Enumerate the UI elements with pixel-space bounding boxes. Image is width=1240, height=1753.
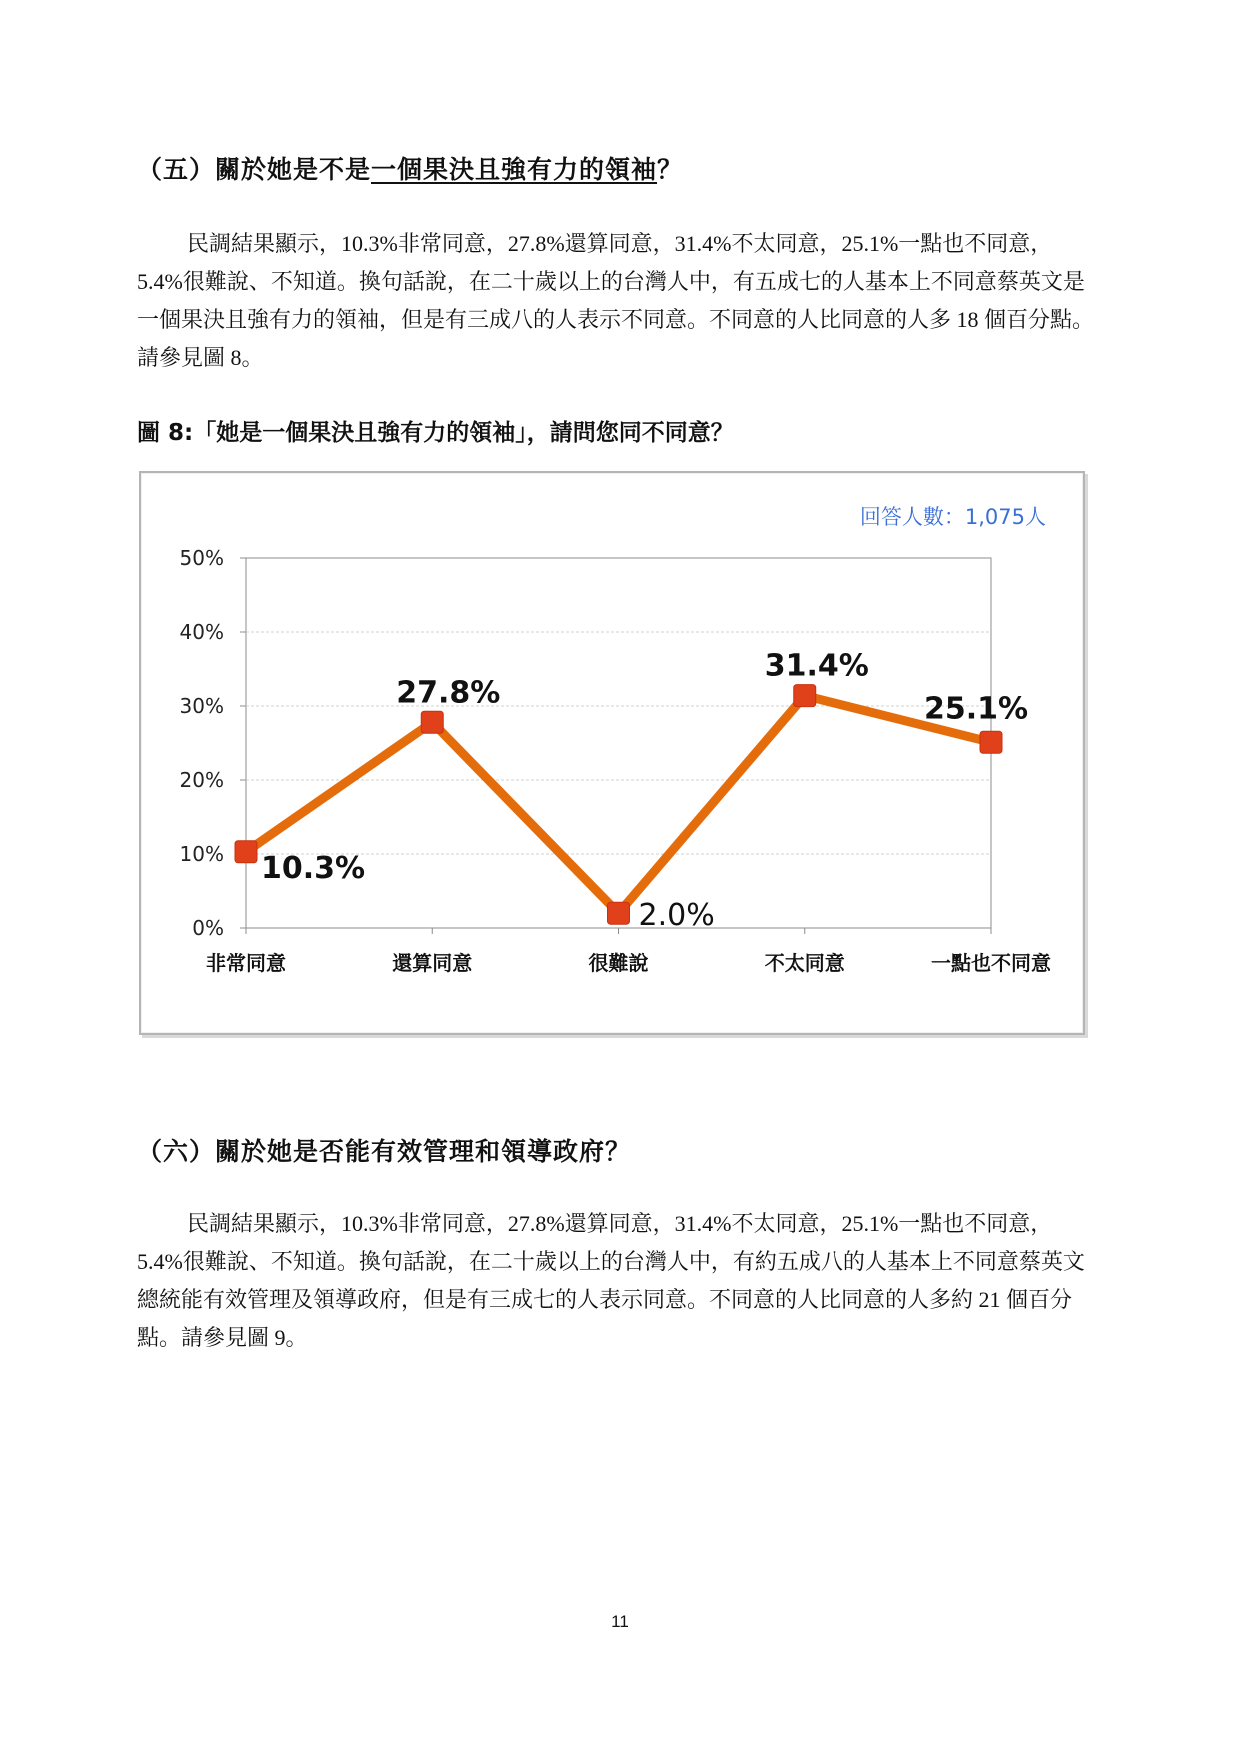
respondents-count: 回答人數：1,075人 — [859, 505, 1046, 529]
figure-8-caption: 圖 8:「她是一個果決且強有力的領袖」，請問您同不同意？ — [137, 420, 734, 446]
section-6-paragraph — [137, 1205, 1097, 1357]
section-5-heading-prefix: （五）關於她是不是 — [137, 155, 372, 184]
data-point-marker — [794, 685, 816, 707]
section-5-heading-suffix: ？ — [657, 155, 684, 184]
y-tick-label: 0% — [192, 916, 224, 940]
section-5-paragraph-text: 民調結果顯示，10.3%非常同意，27.8%還算同意，31.4%不太同意，25.1%一點也不同意，5.4%很難說、不知道。換句話說，在二十歲以上的台灣人中，有五成七的人基本上不同意蔡英文是一個果決且強有力的領袖，但是有三成八的人表示不同意。不同意的人比同意的人多 18 個百分點。請參見圖 8。 — [137, 231, 1095, 370]
section-5-heading-underlined: 一個果決且強有力的領袖 — [371, 155, 658, 184]
data-label: 2.0% — [638, 898, 715, 934]
x-tick-label: 一點也不同意 — [931, 951, 1051, 975]
y-tick-label: 30% — [179, 694, 224, 718]
data-label: 31.4% — [764, 648, 869, 684]
line-chart — [141, 473, 1083, 1033]
section-6-heading: （六）關於她是否能有效管理和領導政府？ — [137, 1137, 632, 1166]
y-tick-label: 50% — [179, 546, 224, 570]
section-6-paragraph-text: 民調結果顯示，10.3%非常同意，27.8%還算同意，31.4%不太同意，25.1%一點也不同意，5.4%很難說、不知道。換句話說，在二十歲以上的台灣人中，有約五成八的人基本上不同意蔡英文總統能有效管理及領導政府，但是有三成七的人表示同意。不同意的人比同意的人多約 21 個百分點。請參見圖 9。 — [137, 1211, 1085, 1350]
y-tick-label: 40% — [179, 620, 224, 644]
data-point-marker — [980, 731, 1002, 753]
data-label: 25.1% — [923, 691, 1029, 727]
x-tick-label: 很難說 — [588, 951, 649, 975]
x-tick-label: 不太同意 — [764, 951, 845, 975]
x-tick-label: 還算同意 — [392, 951, 473, 975]
data-label: 27.8% — [396, 675, 501, 711]
y-tick-label: 10% — [179, 842, 224, 866]
data-point-marker — [421, 711, 443, 733]
section-5-paragraph — [137, 225, 1097, 377]
data-point-marker — [608, 902, 630, 924]
y-tick-label: 20% — [179, 768, 224, 792]
page-number: 11 — [611, 1612, 629, 1631]
data-point-marker — [235, 841, 257, 863]
x-tick-label: 非常同意 — [206, 951, 286, 975]
section-5-heading — [137, 150, 683, 186]
data-label: 10.3% — [261, 850, 366, 886]
figure-8-chart — [139, 471, 1085, 1035]
